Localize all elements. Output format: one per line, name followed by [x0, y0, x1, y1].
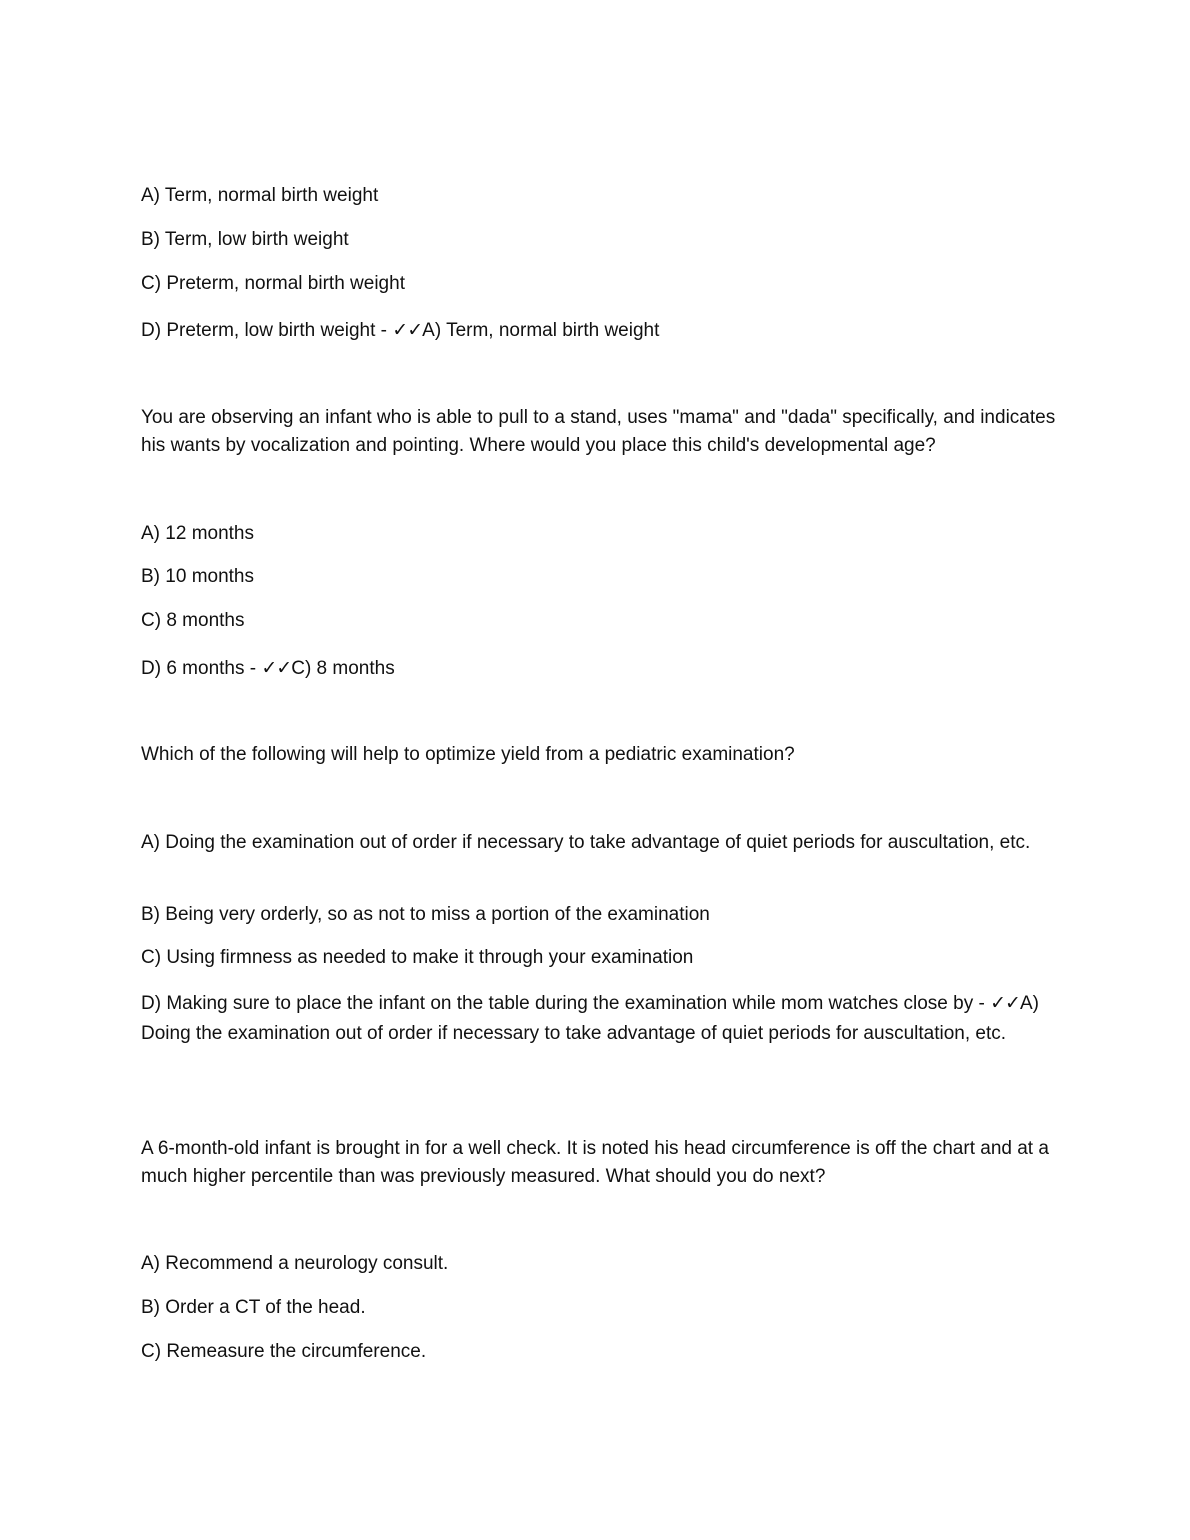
q3-question: Which of the following will help to optimize yield from a pediatric examination? — [141, 744, 795, 765]
q3-option-d: D) Making sure to place the infant on the table during the examination while mom watches close by - — [141, 993, 985, 1014]
q2-answer: C) 8 months — [291, 658, 395, 679]
q4-option-a: A) Recommend a neurology consult. — [141, 1253, 449, 1274]
q1-option-c: C) Preterm, normal birth weight — [141, 273, 405, 294]
q2-option-c: C) 8 months — [141, 610, 245, 631]
q3-option-d-answer-line — [141, 988, 1061, 1049]
q1-answer: A) Term, normal birth weight — [422, 320, 660, 341]
q1-option-b: B) Term, low birth weight — [141, 229, 349, 250]
q3-answer: A) Doing the examination out of order if necessary to take advantage of quiet periods for auscultation, etc. — [141, 993, 1039, 1044]
q4-option-b: B) Order a CT of the head. — [141, 1297, 366, 1318]
q2-option-d-answer-line — [141, 654, 1061, 683]
q1-option-d: D) Preterm, low birth weight - — [141, 320, 388, 341]
q2-question: You are observing an infant who is able to pull to a stand, uses "mama" and "dada" specifically, and indicates his wants by vocalization and pointing. Where would you place this child's developmental age? — [141, 407, 1056, 456]
checkmark-icon: ✓✓ — [990, 992, 1020, 1014]
q3-option-a: A) Doing the examination out of order if necessary to take advantage of quiet periods for auscultation, etc. — [141, 832, 1031, 853]
q1-option-d-answer-line — [141, 316, 1061, 345]
q2-option-a: A) 12 months — [141, 523, 254, 544]
q3-option-c: C) Using firmness as needed to make it through your examination — [141, 947, 694, 968]
checkmark-icon: ✓✓ — [261, 657, 292, 679]
q1-option-a: A) Term, normal birth weight — [141, 185, 379, 206]
q2-option-d: D) 6 months - — [141, 658, 257, 679]
q3-option-b: B) Being very orderly, so as not to miss a portion of the examination — [141, 904, 710, 925]
q2-option-b: B) 10 months — [141, 566, 254, 587]
q4-option-c: C) Remeasure the circumference. — [141, 1341, 427, 1362]
q4-question: A 6-month-old infant is brought in for a well check. It is noted his head circumference is off the chart and at a much higher percentile than was previously measured. What should you do next? — [141, 1138, 1049, 1187]
checkmark-icon: ✓✓ — [392, 319, 423, 341]
